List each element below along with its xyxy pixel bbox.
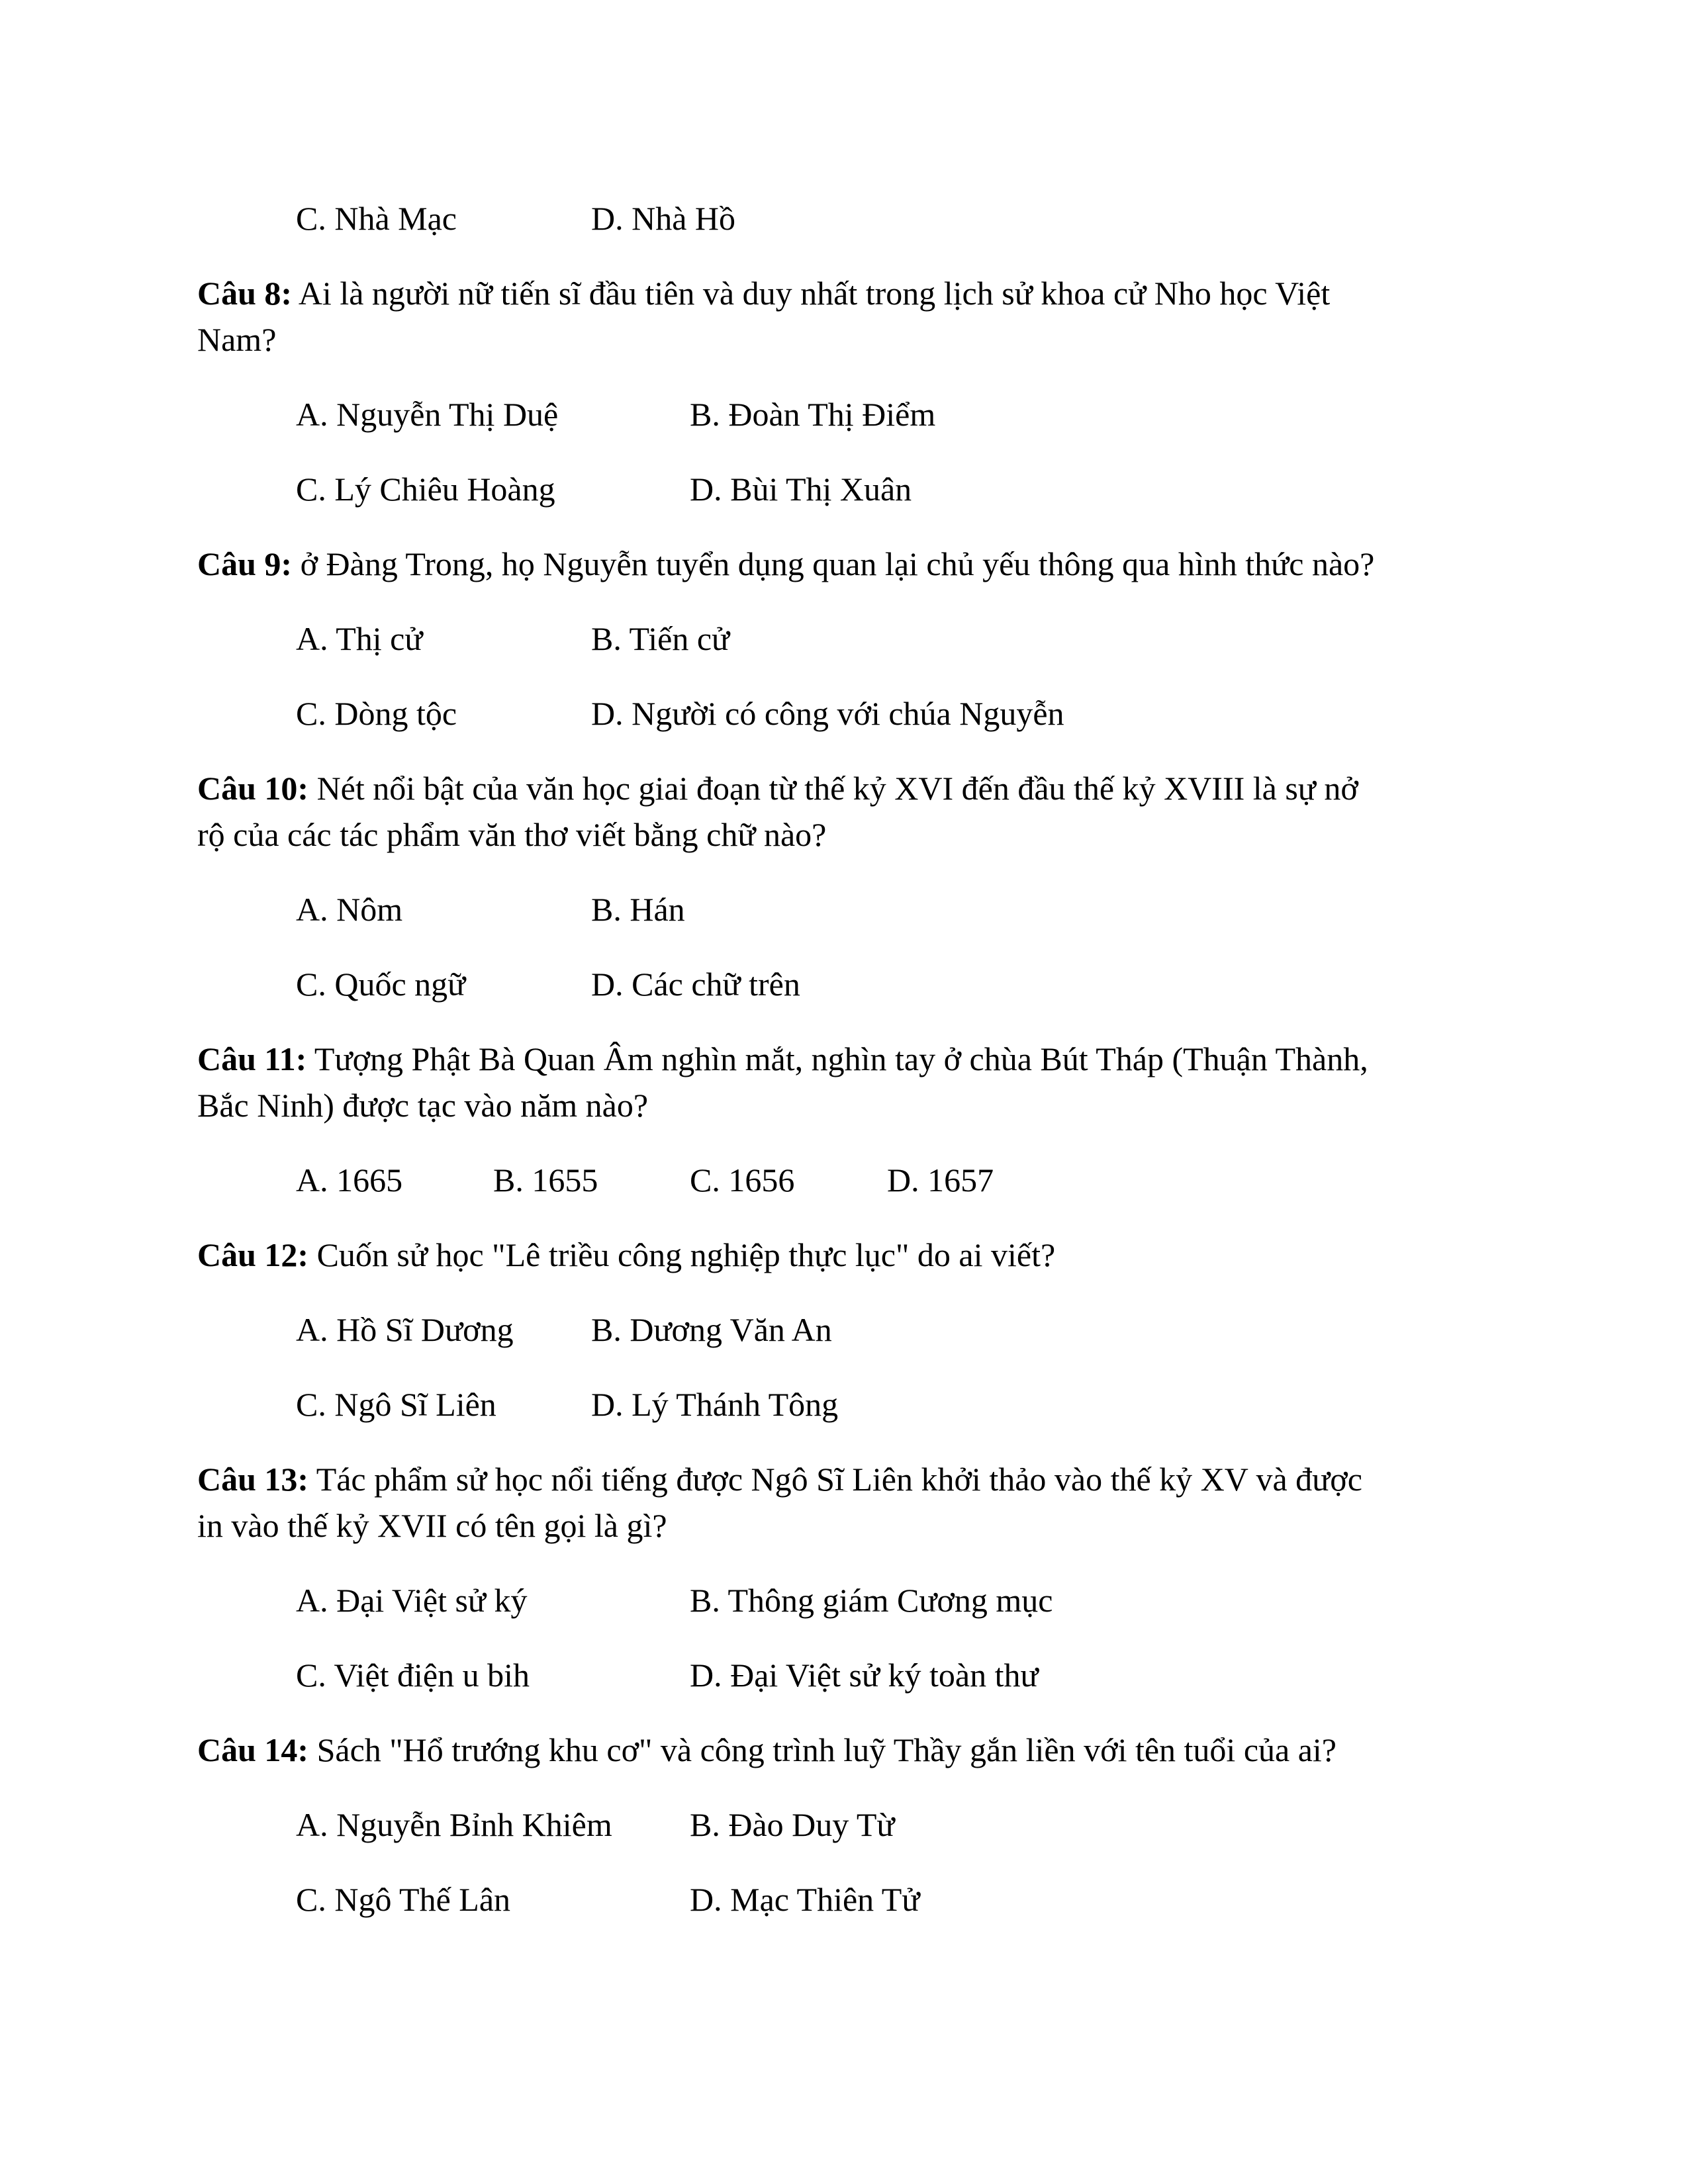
question-14-line-1 [197, 1730, 1336, 1770]
question-11-option-c: C. 1656 [690, 1161, 795, 1199]
question-10-line-1 [197, 768, 1358, 808]
question-8-option-c: C. Lý Chiêu Hoàng [296, 471, 555, 508]
question-14-text-1: Sách "Hổ trướng khu cơ" và công trình luỹ Thầy gắn liền với tên tuổi của ai? [316, 1731, 1336, 1768]
q7-option-d: D. Nhà Hồ [591, 200, 736, 237]
question-13-option-d: D. Đại Việt sử ký toàn thư [690, 1657, 1039, 1694]
question-11-line-1 [197, 1039, 1368, 1079]
question-14-option-a: A. Nguyễn Bỉnh Khiêm [296, 1806, 612, 1843]
question-9-label: Câu 9: [197, 545, 293, 582]
question-10-text-2: rộ của các tác phẩm văn thơ viết bằng chữ nào? [197, 816, 827, 853]
question-10-line-2 [197, 815, 826, 854]
question-8-line-1 [197, 273, 1330, 313]
question-8-label: Câu 8: [197, 275, 293, 312]
question-9-option-a: A. Thị cử [296, 620, 423, 657]
question-12-option-c: C. Ngô Sĩ Liên [296, 1386, 496, 1423]
question-14-option-c: C. Ngô Thế Lân [296, 1881, 511, 1918]
question-10-text-1: Nét nổi bật của văn học giai đoạn từ thế kỷ XVI đến đầu thế kỷ XVIII là sự nở [316, 770, 1358, 807]
question-13-line-1 [197, 1459, 1362, 1499]
question-11-line-2 [197, 1085, 648, 1125]
question-10-label: Câu 10: [197, 770, 309, 807]
question-12-text-1: Cuốn sử học "Lê triều công nghiệp thực lục" do ai viết? [316, 1236, 1056, 1273]
q7-option-c: C. Nhà Mạc [296, 200, 457, 237]
question-8-option-b: B. Đoàn Thị Điểm [690, 396, 936, 433]
question-13-text-1: Tác phẩm sử học nổi tiếng được Ngô Sĩ Liên khởi thảo vào thế kỷ XV và được [316, 1461, 1362, 1498]
question-8-option-a: A. Nguyễn Thị Duệ [296, 396, 559, 433]
question-13-option-b: B. Thông giám Cương mục [690, 1582, 1053, 1619]
question-13-option-c: C. Việt điện u bih [296, 1657, 530, 1694]
question-8-line-2 [197, 320, 276, 359]
question-10-option-a: A. Nôm [296, 891, 403, 928]
question-9-option-b: B. Tiến cử [591, 620, 730, 657]
question-9-line-1 [197, 544, 1374, 584]
question-8-text-1: Ai là người nữ tiến sĩ đầu tiên và duy nhất trong lịch sử khoa cử Nho học Việt [298, 275, 1331, 312]
question-11-option-b: B. 1655 [493, 1161, 598, 1199]
question-14-option-b: B. Đào Duy Từ [690, 1806, 895, 1843]
question-10-option-c: C. Quốc ngữ [296, 966, 466, 1003]
question-9-option-c: C. Dòng tộc [296, 695, 457, 732]
question-10-option-b: B. Hán [591, 891, 685, 928]
question-12-label: Câu 12: [197, 1236, 309, 1273]
question-14-option-d: D. Mạc Thiên Tử [690, 1881, 920, 1918]
question-11-text-2: Bắc Ninh) được tạc vào năm nào? [197, 1087, 649, 1124]
question-12-line-1 [197, 1235, 1055, 1275]
question-13-text-2: in vào thế kỷ XVII có tên gọi là gì? [197, 1507, 667, 1544]
question-14-label: Câu 14: [197, 1731, 309, 1768]
question-10-option-d: D. Các chữ trên [591, 966, 800, 1003]
question-9-text-1: ở Đàng Trong, họ Nguyễn tuyển dụng quan lại chủ yếu thông qua hình thức nào? [300, 545, 1375, 582]
question-9-option-d: D. Người có công với chúa Nguyễn [591, 695, 1064, 732]
question-8-text-2: Nam? [197, 321, 277, 358]
question-11-label: Câu 11: [197, 1040, 307, 1077]
question-12-option-b: B. Dương Văn An [591, 1311, 832, 1348]
question-12-option-a: A. Hồ Sĩ Dương [296, 1311, 514, 1348]
question-12-option-d: D. Lý Thánh Tông [591, 1386, 839, 1423]
question-13-line-2 [197, 1506, 667, 1545]
question-11-text-1: Tượng Phật Bà Quan Âm nghìn mắt, nghìn tay ở chùa Bút Tháp (Thuận Thành, [314, 1040, 1368, 1077]
question-11-option-a: A. 1665 [296, 1161, 403, 1199]
question-13-option-a: A. Đại Việt sử ký [296, 1582, 528, 1619]
question-11-option-d: D. 1657 [887, 1161, 994, 1199]
question-8-option-d: D. Bùi Thị Xuân [690, 471, 912, 508]
question-13-label: Câu 13: [197, 1461, 309, 1498]
